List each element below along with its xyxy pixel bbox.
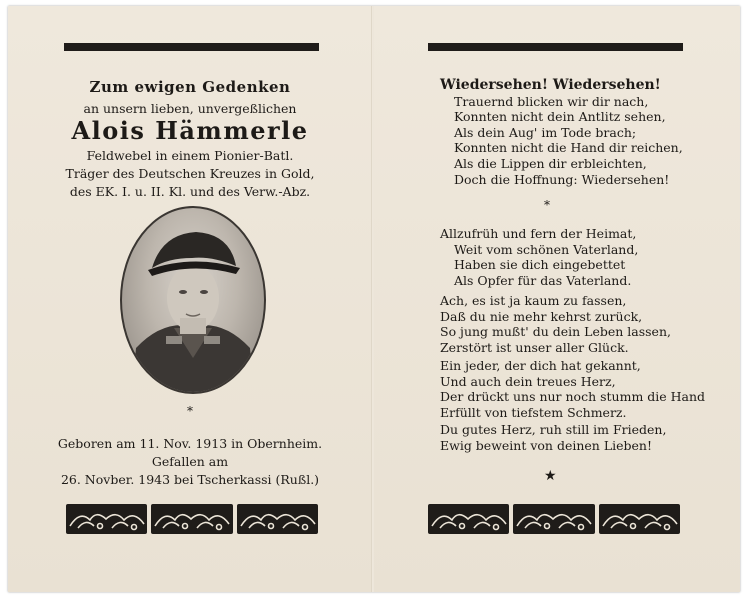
poem-line: Der drückt uns nur noch stumm die Hand (440, 389, 706, 405)
memorial-card (8, 6, 740, 592)
oak-leaf-icon (151, 504, 232, 534)
poem-stanza-3 (440, 293, 671, 355)
poem-line: Konnten nicht dein Antlitz sehen, (454, 109, 666, 125)
oak-leaf-icon (513, 504, 594, 534)
poem-stanza-4 (440, 358, 705, 420)
top-bar-left (64, 43, 319, 51)
fallen-date-line: 26. Novber. 1943 bei Tscherkassi (Rußl.) (60, 472, 320, 487)
oak-leaf-ornament-left (66, 504, 318, 534)
award-line-1: Träger des Deutschen Kreuzes in Gold, (65, 166, 315, 181)
poem-line: Erfüllt von tiefstem Schmerz. (440, 404, 627, 420)
poem-line: So jung mußt' du dein Leben lassen, (440, 324, 671, 340)
star-divider-right: * (544, 198, 550, 212)
award-line-2: des EK. I. u. II. Kl. und des Verw.-Abz. (69, 184, 311, 199)
poem-line: Daß du nie mehr kehrst zurück, (440, 308, 643, 324)
poem-line: Und auch dein treues Herz, (440, 373, 616, 389)
poem-line: Als Opfer für das Vaterland. (454, 272, 632, 288)
poem-line: Zerstört ist unser aller Glück. (440, 339, 629, 355)
soldier-portrait-icon (122, 208, 264, 392)
oak-leaf-icon (599, 504, 680, 534)
poem-line: Konnten nicht die Hand dir reichen, (454, 140, 683, 156)
oak-leaf-icon (66, 504, 147, 534)
oak-leaf-icon (237, 504, 318, 534)
portrait-photo (120, 206, 266, 394)
poem-line: Weit vom schönen Vaterland, (454, 241, 639, 257)
poem-line: Ewig beweint von deinen Lieben! (440, 437, 652, 453)
rank-line: Feldwebel in einem Pionier-Batl. (86, 148, 294, 163)
poem-line: Als die Lippen dir erbleichten, (454, 155, 647, 171)
heading: Zum ewigen Gedenken (89, 78, 291, 96)
oak-leaf-icon (428, 504, 509, 534)
poem-stanza-5 (440, 422, 666, 453)
poem-stanza-1 (440, 78, 683, 187)
poem-line: Haben sie dich eingebettet (454, 257, 626, 273)
poem-line: Doch die Hoffnung: Wiedersehen! (454, 171, 670, 187)
poem-line: Trauernd blicken wir dir nach, (454, 93, 649, 109)
poem-line: Du gutes Herz, ruh still im Frieden, (440, 422, 667, 437)
poem-stanza-2 (440, 226, 638, 288)
left-panel (8, 6, 372, 592)
end-star-icon: ★ (544, 468, 557, 484)
poem-line: Allzufrüh und fern der Heimat, (440, 226, 637, 241)
star-divider-left: * (187, 404, 193, 418)
poem-line: Ein jeder, der dich hat gekannt, (440, 358, 641, 373)
poem-line: Wiedersehen! Wiedersehen! (440, 77, 661, 93)
birth-line: Geboren am 11. Nov. 1913 in Obernheim. (57, 436, 323, 451)
subheading: an unsern lieben, unvergeßlichen (83, 101, 297, 116)
poem-line: Als dein Aug' im Tode brach; (454, 124, 637, 140)
poem-line: Ach, es ist ja kaum zu fassen, (440, 293, 627, 308)
deceased-name: Alois Hämmerle (71, 116, 309, 145)
oak-leaf-ornament-right (428, 504, 680, 534)
top-bar-right (428, 43, 683, 51)
fallen-label: Gefallen am (151, 454, 229, 469)
